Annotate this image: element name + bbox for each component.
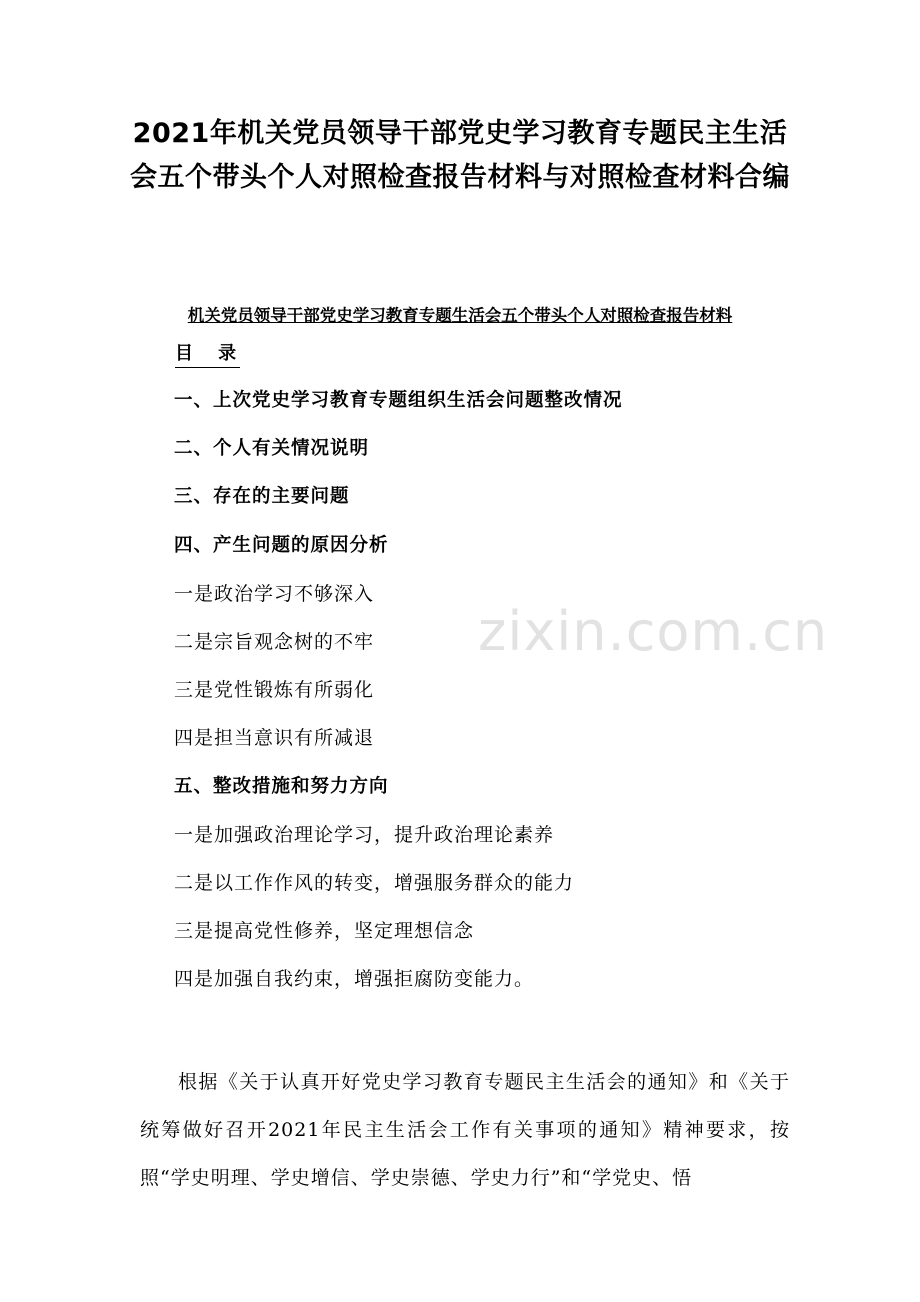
toc-item: 二是宗旨观念树的不牢	[174, 630, 375, 653]
toc-heading: 目 录	[175, 341, 240, 368]
toc-item: 一、上次党史学习教育专题组织生活会问题整改情况	[174, 390, 623, 411]
toc-item: 四是担当意识有所减退	[174, 727, 375, 750]
toc-item: 四是加强自我约束，增强拒腐防变能力。	[174, 968, 535, 991]
toc-item: 一是政治学习不够深入	[174, 582, 375, 605]
watermark: zixin.com.cn	[478, 600, 829, 663]
toc-item: 四、产生问题的原因分析	[174, 534, 389, 556]
toc-item: 二是以工作作风的转变，增强服务群众的能力	[174, 871, 575, 894]
toc-item: 二、个人有关情况说明	[174, 438, 370, 460]
table-of-contents	[174, 386, 623, 1012]
document-title: 2021年机关党员领导干部党史学习教育专题民主生活会五个带头个人对照检查报告材料与对照检查材料合编	[130, 118, 790, 193]
toc-item: 一是加强政治理论学习，提升政治理论素养	[174, 823, 555, 846]
body-paragraph: 根据《关于认真开好党史学习教育专题民主生活会的通知》和《关于统筹做好召开2021年民主生活会工作有关事项的通知》精神要求，按照“学史明理、学史增信、学史崇德、学史力行”和“学党史、悟	[140, 1071, 790, 1189]
toc-item: 三、存在的主要问题	[174, 486, 350, 508]
document-subtitle: 机关党员领导干部党史学习教育专题生活会五个带头个人对照检查报告材料	[187, 306, 733, 325]
toc-item: 三是提高党性修养，坚定理想信念	[174, 920, 475, 943]
toc-item: 五、整改措施和努力方向	[174, 775, 389, 797]
toc-item: 三是党性锻炼有所弱化	[174, 679, 375, 702]
